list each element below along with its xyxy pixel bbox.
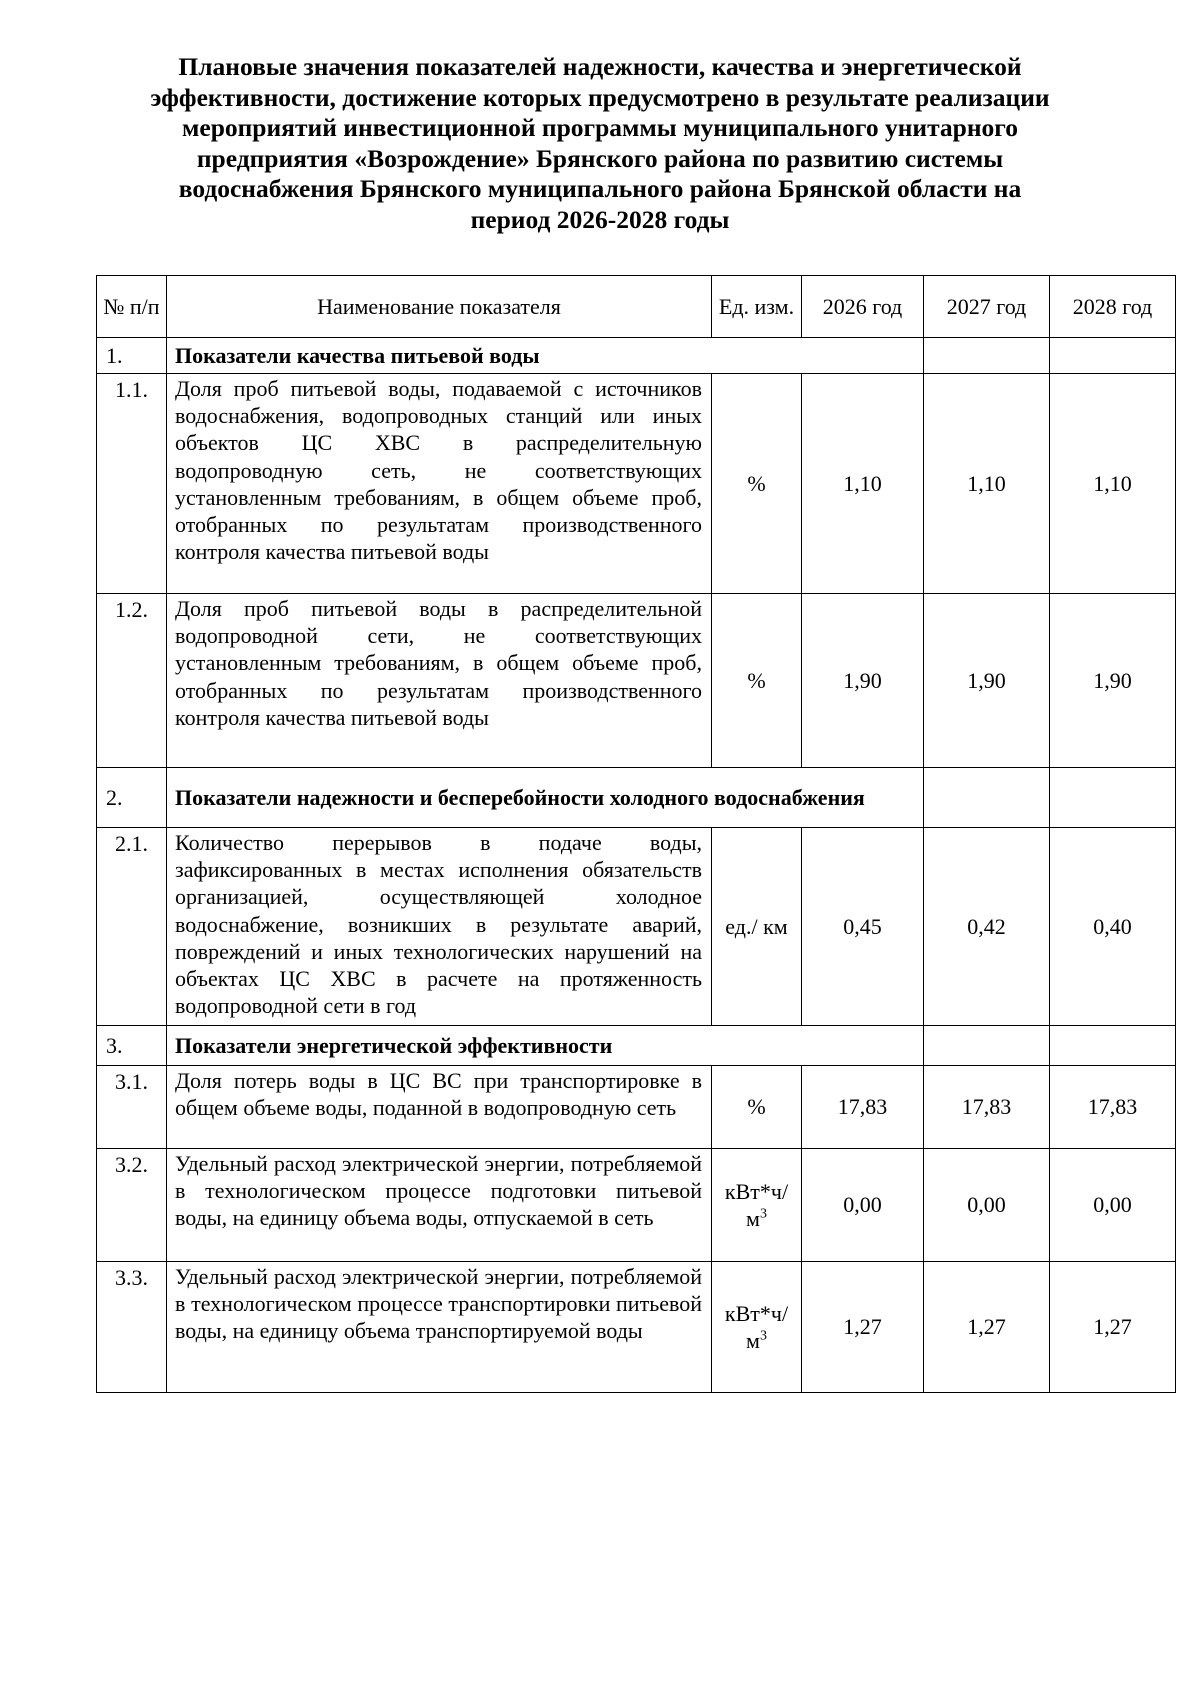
- empty-cell: [924, 768, 1050, 828]
- value-2027: 1,90: [924, 594, 1050, 768]
- value-2028: 1,27: [1050, 1262, 1176, 1393]
- empty-cell: [924, 338, 1050, 374]
- unit-cell: [712, 1149, 802, 1262]
- value-2028: 1,90: [1050, 594, 1176, 768]
- row-num: 3.1.: [97, 1066, 167, 1149]
- section-num: 2.: [97, 768, 167, 828]
- value-2027: 0,00: [924, 1149, 1050, 1262]
- unit-cell: %: [712, 594, 802, 768]
- unit-cell: ед./ км: [712, 828, 802, 1026]
- indicators-table: [96, 275, 1176, 1393]
- value-2026: 17,83: [802, 1066, 924, 1149]
- title-line: предприятия «Возрождение» Брянского района по развитию системы: [196, 143, 1004, 173]
- header-row: [97, 276, 1176, 338]
- indicator-name: Количество перерывов в подаче воды, зафиксированных в местах исполнения обязательств организацией, осуществляющей холодное водоснабжение, возникших в результате аварий, повреждений и иных технологических нарушений на объектах ЦС ХВС в расчете на протяженность водопроводной сети в год: [167, 828, 712, 1026]
- section-title: Показатели качества питьевой воды: [167, 338, 924, 374]
- unit-cell: [712, 1262, 802, 1393]
- title-line: период 2026-2028 годы: [470, 204, 730, 234]
- title-line: Плановые значения показателей надежности, качества и энергетической: [178, 52, 1022, 81]
- table-row: [97, 828, 1176, 1026]
- empty-cell: [1050, 1026, 1176, 1066]
- table-row: [97, 594, 1176, 768]
- row-num: 3.2.: [97, 1149, 167, 1262]
- section-title: Показатели надежности и бесперебойности холодного водоснабжения: [167, 768, 924, 828]
- indicator-name: Доля проб питьевой воды, подаваемой с источников водоснабжения, водопроводных станций или иных объектов ЦС ХВС в распределительную водопроводную сеть, не соответствующих установленным требованиям, в общем объеме проб, отобранных по результатам производственного контроля качества питьевой воды: [167, 374, 712, 594]
- value-2028: 0,40: [1050, 828, 1176, 1026]
- header-unit: Ед. изм.: [712, 276, 802, 338]
- empty-cell: [1050, 768, 1176, 828]
- empty-cell: [924, 1026, 1050, 1066]
- indicator-name: Доля потерь воды в ЦС ВС при транспортировке в общем объеме воды, поданной в водопроводную сеть: [167, 1066, 712, 1149]
- value-2026: 1,27: [802, 1262, 924, 1393]
- unit-text: кВт*ч/ м: [724, 1300, 789, 1353]
- table-row: [97, 1066, 1176, 1149]
- value-2028: 17,83: [1050, 1066, 1176, 1149]
- table-row: [97, 1149, 1176, 1262]
- empty-cell: [1050, 338, 1176, 374]
- section-row: [97, 1026, 1176, 1066]
- table-row: [97, 1262, 1176, 1393]
- header-2027: 2027 год: [924, 276, 1050, 338]
- title-line: водоснабжения Брянского муниципального района Брянской области на: [178, 174, 1022, 203]
- header-2028: 2028 год: [1050, 276, 1176, 338]
- table-row: [97, 374, 1176, 594]
- value-2026: 0,45: [802, 828, 924, 1026]
- value-2027: 17,83: [924, 1066, 1050, 1149]
- value-2028: 0,00: [1050, 1149, 1176, 1262]
- row-num: 1.2.: [97, 594, 167, 768]
- unit-cell: %: [712, 374, 802, 594]
- row-num: 3.3.: [97, 1262, 167, 1393]
- value-2027: 0,42: [924, 828, 1050, 1026]
- unit-cell: %: [712, 1066, 802, 1149]
- unit-text: кВт*ч/ м: [724, 1178, 789, 1231]
- header-2026: 2026 год: [802, 276, 924, 338]
- unit-superscript: 3: [759, 1328, 767, 1344]
- unit-superscript: 3: [759, 1206, 767, 1222]
- indicator-name: Удельный расход электрической энергии, потребляемой в технологическом процессе подготовки питьевой воды, на единицу объема воды, отпускаемой в сеть: [167, 1149, 712, 1262]
- value-2028: 1,10: [1050, 374, 1176, 594]
- row-num: 1.1.: [97, 374, 167, 594]
- value-2027: 1,27: [924, 1262, 1050, 1393]
- value-2026: 0,00: [802, 1149, 924, 1262]
- title-line: эффективности, достижение которых предусмотрено в результате реализации: [150, 82, 1050, 112]
- section-num: 3.: [97, 1026, 167, 1066]
- indicator-name: Доля проб питьевой воды в распределительной водопроводной сети, не соответствующих установленным требованиям, в общем объеме проб, отобранных по результатам производственного контроля качества питьевой воды: [167, 594, 712, 768]
- section-num: 1.: [97, 338, 167, 374]
- indicator-name: Удельный расход электрической энергии, потребляемой в технологическом процессе транспортировки питьевой воды, на единицу объема транспортируемой воды: [167, 1262, 712, 1393]
- section-title: Показатели энергетической эффективности: [167, 1026, 924, 1066]
- value-2026: 1,10: [802, 374, 924, 594]
- title-line: мероприятий инвестиционной программы муниципального унитарного: [182, 113, 1018, 142]
- row-num: 2.1.: [97, 828, 167, 1026]
- header-num: № п/п: [97, 276, 167, 338]
- value-2027: 1,10: [924, 374, 1050, 594]
- section-row: [97, 768, 1176, 828]
- document-title: [95, 52, 1105, 235]
- value-2026: 1,90: [802, 594, 924, 768]
- section-row: [97, 338, 1176, 374]
- header-name: Наименование показателя: [167, 276, 712, 338]
